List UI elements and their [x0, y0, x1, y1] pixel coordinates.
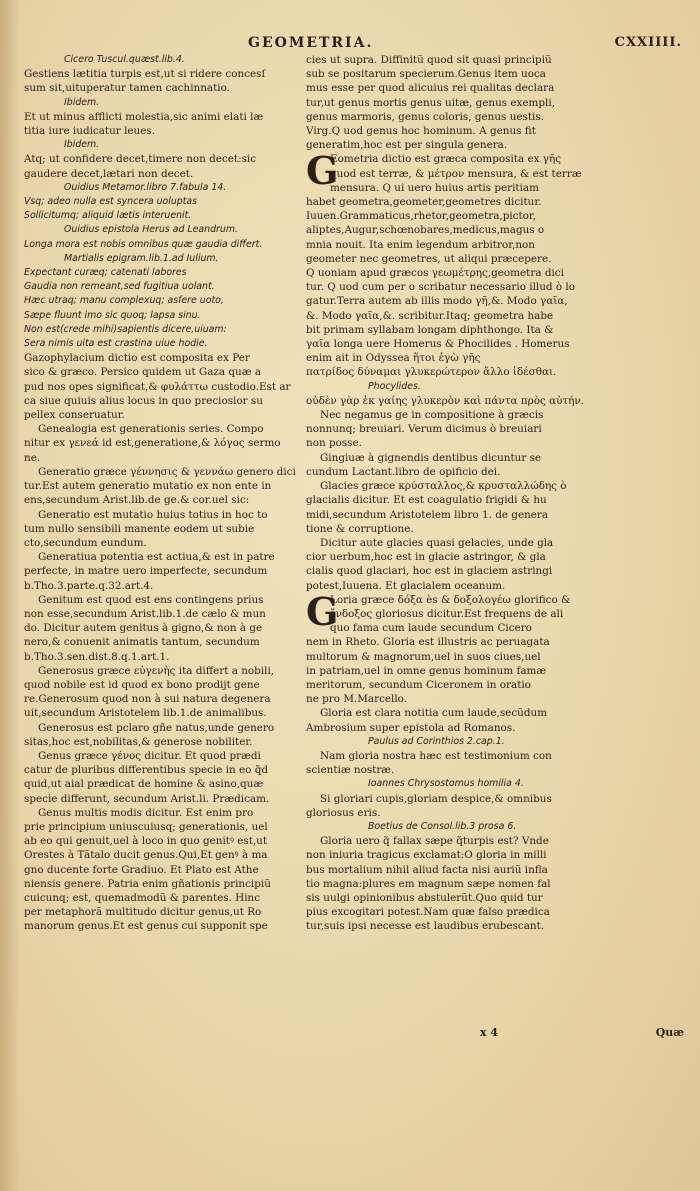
text-line: Gazophylacium dictio est composita ex Per: [24, 352, 250, 365]
text-line: cuicunq; est, quemadmodũ & parentes. Hinc: [24, 891, 261, 904]
text-line: scientiæ nostræ.: [306, 764, 395, 777]
verse-line: Hæc utraq; manu complexuq; asſere uoto,: [24, 295, 224, 307]
left-column: [24, 53, 300, 934]
text-line: ens,secundum Arist.lib.de ge.& cor.uel sic:: [24, 494, 250, 507]
text-line: cior uerbum,hoc est in glacie astringor, & gla: [306, 551, 546, 564]
text-line: quo fama cum laude secundum Cicero: [330, 622, 532, 635]
text-line: Loria græce δόξα ès & δοξολογέω glorifico &: [330, 593, 571, 606]
verse-line: Non est(crede mihi)sapientis dicere,uiuam:: [24, 323, 227, 335]
text-line: re.Generosum quod non à sui natura degenera: [24, 693, 271, 706]
text-line: Eometria dictio est græca composita ex γῆς: [330, 153, 562, 166]
text-line: non posse.: [306, 437, 362, 450]
text-line: do. Dicitur autem genitus à gigno,& non à ge: [24, 622, 263, 635]
text-line: catur de pluribus differentibus specie in eo q̃d: [24, 764, 269, 777]
dropcap-paragraph-gloria: [306, 588, 688, 636]
text-line: Si gloriari cupis,gloriam despice,& omnibus: [320, 792, 552, 805]
right-column-part-b: [306, 195, 688, 593]
right-column: [306, 53, 688, 934]
text-line: Gloria uero q̃ fallax sæpe q̃turpis est? Vnde: [320, 835, 549, 848]
text-line: Iuuen.Grammaticus,rhetor,geometra,pictor,: [306, 210, 537, 223]
text-line: b.Tho.3.parte.q.32.art.4.: [24, 579, 154, 592]
text-line: γαῖα longa uere Homerus & Phocilides . Homerus: [306, 338, 570, 351]
text-line: tio magna:plures em magnum sæpe nomen fal: [306, 877, 551, 890]
text-line: bus mortalium nihil aliud facta nisi auriũ infla: [306, 863, 548, 876]
text-line: pellex conseruatur.: [24, 409, 125, 422]
text-line: uit,secundum Aristotelem lib.1.de animalibus.: [24, 707, 267, 720]
text-line: sis uulgi opinionibus abstulerũt.Quo quid tur: [306, 891, 543, 904]
source-citation: Phocylides.: [368, 380, 421, 392]
text-line: gatur.Terra autem ab illis modo γῆ,&. Modo γαῖα,: [306, 295, 568, 308]
source-citation: Ouidius epistola Herus ad Leandrum.: [64, 224, 238, 236]
text-line: tur.Est autem generatio mutatio ex non ente in: [24, 480, 272, 493]
verse-line: Gaudia non remeant,sed fugitiua uolant.: [24, 281, 215, 293]
text-line: sico & græco. Persico quidem ut Gaza quæ a: [24, 366, 262, 379]
text-line: mus esse per quod alicuius rei qualitas declara: [306, 82, 555, 95]
text-line: Generatiua potentia est actiua,& est in patre: [38, 551, 275, 564]
text-line: Gestiens lætitia turpis est,ut si ridere concesſ: [24, 68, 266, 81]
text-line: Gloria est clara notitia cum laude,secũdum: [320, 707, 548, 720]
text-line: ne pro M.Marcello.: [306, 693, 408, 706]
source-citation: Paulus ad Corinthios 2.cap.1.: [368, 735, 505, 747]
text-line: nem in Rheto. Gloria est illustris ac peruagata: [306, 636, 550, 649]
text-line: aliptes,Augur,schœnobares,medicus,magus o: [306, 224, 545, 237]
text-line: Dicitur aute glacies quasi gelacies, unde gla: [320, 536, 554, 549]
text-line: generatim,hoc est per singula genera.: [306, 139, 508, 152]
verse-line: Expectant curæq; catenati labores: [24, 267, 187, 279]
text-line: nonnunq; breuiari. Verum dicimus ò breuiari: [306, 423, 542, 436]
text-line: nitur ex γενεά id est,generatione,& λόγος sermo: [24, 437, 281, 450]
source-citation: Cicero Tuscul.quæst.lib.4.: [64, 54, 185, 65]
text-line: in patriam,uel in omne genus hominum famæ: [306, 664, 547, 677]
text-line: cialis quod glaciari, hoc est in glaciem astringi: [306, 565, 553, 578]
signature-mark: x 4: [480, 1026, 499, 1039]
source-citation: Ioannes Chrysostomus homilia 4.: [368, 778, 524, 790]
text-line: enim ait in Odyssea ἥτοι ἐγὼ γῆς: [306, 352, 481, 365]
text-line: Glacies græce κρύσταλλος,& κρυσταλλώδης ò: [320, 480, 567, 493]
text-line: midi,secundum Aristotelem libro 1. de genera: [306, 508, 549, 521]
text-line: Generosus est pclaro gñe natus,unde genero: [38, 721, 275, 734]
catchword: Quæ: [655, 1026, 684, 1039]
text-line: nero,& conuenit animatis tantum, secundum: [24, 636, 260, 649]
source-citation: Ibidem.: [64, 96, 100, 108]
text-line: b.Tho.3.sen.dist.8.q.1.art.1.: [24, 650, 170, 663]
verse-line: Longa mora est nobis omnibus quæ gaudia differt.: [24, 238, 263, 250]
verse-line: Sera nimis uita est crastina uiue hodie.: [24, 338, 208, 350]
text-line: cto,secundum eundum.: [24, 536, 147, 549]
dropcap-paragraph-geometria: [306, 148, 688, 195]
text-line: pud nos opes significat,& φυλάττω custodio.Est ar: [24, 380, 291, 393]
source-citation: Boetius de Consol.lib.3 prosa 6.: [368, 820, 517, 832]
text-line: ab eo qui genuit,uel à loco in quo genitꝰ est,ut: [24, 835, 268, 848]
text-line: Q uoniam apud græcos γεωμέτρης,geometra dici: [306, 267, 564, 280]
text-line: ἔνδοξος gloriosus dicitur.Est frequens de ali: [330, 607, 564, 620]
text-line: sub se positarum specierum.Genus item uoca: [306, 68, 546, 81]
dropcap-letter: G: [306, 588, 339, 634]
text-line: Atq; ut confidere decet,timere non decet:sic: [24, 153, 257, 166]
text-line: manorum genus.Et est genus cui supponit spe: [24, 920, 268, 933]
text-line: quod est terræ, & μέτρον mensura, & est terræ: [330, 167, 582, 180]
text-line: tur. Q uod cum per o scribatur necessario illud ò lo: [306, 281, 576, 294]
text-line: tione & corruptione.: [306, 522, 414, 535]
text-line: Ambrosium super epistola ad Romanos.: [306, 721, 516, 734]
text-line: sum sit,uituperatur tamen cachinnatio.: [24, 82, 230, 95]
source-citation: Ibidem.: [64, 139, 100, 151]
folio-number: CXXIIII.: [614, 35, 682, 50]
text-line: geometer nec geometres, ut aliqui præcepere.: [306, 252, 552, 265]
text-line: niensis genere. Patria enim gñationis principiũ: [24, 877, 271, 890]
right-column-part-a: [306, 53, 688, 152]
page-header: [0, 35, 700, 55]
text-line: ne.: [24, 451, 41, 464]
source-citation: Martialis epigram.lib.1.ad Iulium.: [64, 252, 219, 264]
verse-line: Sollicitumq; aliquid lætis interuenit.: [24, 210, 192, 222]
source-citation: Ouidius Metamor.libro 7.fabula 14.: [64, 181, 227, 193]
text-line: Orestes à Tãtalo ducit genus.Qui,Et genꝰ à ma: [24, 849, 268, 862]
text-line: mnia nouit. Ita enim legendum arbitror,non: [306, 238, 535, 251]
text-line: &. Modo γαῖα,&. scribitur.Itaq; geometra habe: [306, 309, 554, 322]
text-line: bit primam syllabam longam diphthongo. Ita &: [306, 323, 554, 336]
text-line: gaudere decet,lætari non decet.: [24, 167, 194, 180]
text-line: tum nullo sensibili manente eodem ut subie: [24, 522, 255, 535]
text-line: genus marmoris, genus coloris, genus uestis.: [306, 110, 545, 123]
running-title: GEOMETRIA.: [248, 35, 374, 51]
text-line: Genus multis modis dicitur. Est enim pro: [38, 806, 254, 819]
text-line: Generosus græce εὐγενὴς ita differt a nobili,: [38, 664, 275, 677]
text-line: potest,Iuuena. Et glacialem oceanum.: [306, 579, 506, 592]
text-line: non esse,secundum Arist.lib.1.de cælo & mun: [24, 607, 266, 620]
text-line: tur,suis ipsi necesse est laudibus erubescant.: [306, 920, 545, 933]
right-column-part-c: [306, 635, 688, 933]
text-line: meritorum, secundum Ciceronem in oratio: [306, 678, 531, 691]
text-line: Generatio græce γέννησις & γεννάω genero dici: [38, 465, 296, 478]
text-line: sitas,hoc est,nobilitas,& generose nobiliter.: [24, 735, 253, 748]
text-line: Virg.Q uod genus hoc hominum. A genus fit: [306, 125, 536, 138]
page-footer: [306, 1026, 688, 1042]
text-line: multorum & magnorum,uel in suos ciues,uel: [306, 650, 541, 663]
text-line: quod nobile est id quod ex bono prodijt gene: [24, 678, 260, 691]
text-line: cies ut supra. Diffinitũ quod sit quasi principiũ: [306, 54, 552, 66]
dropcap-lines: [306, 588, 688, 636]
text-line: titia iure iudicatur leues.: [24, 125, 156, 138]
text-line: Genealogia est generationis series. Compo: [38, 423, 264, 436]
text-line: Nam gloria nostra hæc est testimonium con: [320, 749, 552, 762]
text-line: prie principium uniuscuiusq; generationis, uel: [24, 820, 268, 833]
text-line: Et ut minus afflicti molestia,sic animi elati læ: [24, 110, 264, 123]
text-line: pius excogitari potest.Nam quæ falso prædica: [306, 906, 550, 919]
text-line: Nec negamus ge in compositione à græcis: [320, 409, 544, 422]
text-line: quid,ut aial prædicat de homine & asino,quæ: [24, 778, 264, 791]
text-line: mensura. Q ui uero huius artis peritiam: [330, 181, 539, 194]
text-line: cundum Lactant.libro de opificio dei.: [306, 465, 501, 478]
text-line: perfecte, in matre uero imperfecte, secundum: [24, 565, 268, 578]
dropcap-lines: [306, 148, 688, 195]
verse-line: Sæpe fluunt imo sic quoq; lapsa sinu.: [24, 309, 201, 321]
text-line: οὐδὲν γὰρ ἐκ γαίης γλυκερὸν καὶ πάντα πρὸς αὐτήν.: [306, 394, 585, 407]
text-line: glacialis dicitur. Et est coagulatio frigidi & hu: [306, 494, 547, 507]
text-line: non iniuria tragicus exclamat:O gloria in milli: [306, 849, 547, 862]
text-line: per metaphorã multitudo dicitur genus,ut Ro: [24, 906, 262, 919]
text-line: ca siue quiuis alius locus in quo preciosior su: [24, 394, 263, 407]
dropcap-letter: G: [306, 148, 339, 194]
text-line: habet geometra,geometer,geometres dicitur.: [306, 196, 542, 209]
text-line: Genitum est quod est ens contingens prius: [38, 593, 264, 606]
text-line: Generatio est mutatio huius totius in hoc to: [38, 508, 268, 521]
text-line: tur,ut genus mortis genus uitæ, genus exempli,: [306, 96, 556, 109]
text-line: πατρίδος δύναμαι γλυκερώτερον ἄλλο ἰδέσθαι.: [306, 366, 557, 379]
text-line: gno ducente forte Gradiuo. Et Plato est Athe: [24, 863, 259, 876]
verse-line: Vsq; adeo nulla est syncera uoluptas: [24, 196, 198, 208]
text-line: gloriosus eris.: [306, 806, 381, 819]
text-line: Genus græce γένος dicitur. Et quod prædi: [38, 749, 261, 762]
text-line: Gingiuæ à gignendis dentibus dicuntur se: [320, 451, 542, 464]
text-line: specie differunt, secundum Arist.li. Prædicam.: [24, 792, 270, 805]
